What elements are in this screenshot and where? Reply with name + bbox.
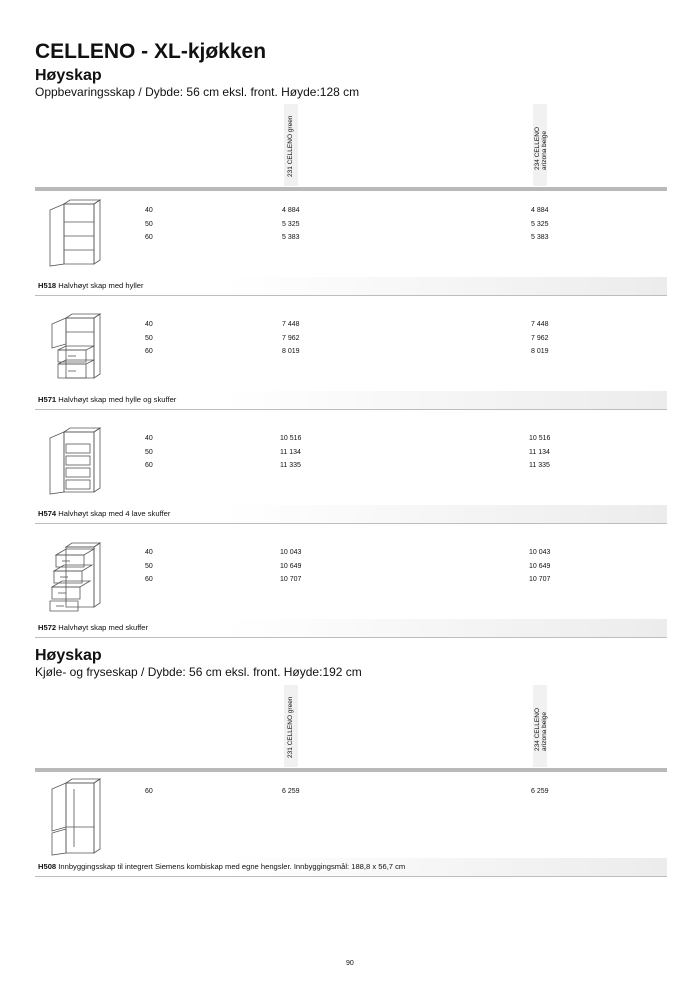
size: 50 (145, 334, 153, 342)
price: 6 259 (282, 788, 300, 795)
fridge-cabinet-icon (44, 777, 104, 857)
price-list-beige (531, 318, 549, 359)
price: 11 134 (529, 448, 550, 456)
size: 60 (145, 576, 153, 583)
price: 4 884 (282, 207, 300, 214)
item-code: H508 (38, 862, 57, 871)
section-heading: Høyskap (35, 647, 102, 664)
section-subheading: Oppbevaringsskap / Dybde: 56 cm eksl. front. Høyde:128 cm (35, 85, 360, 99)
size: 50 (145, 562, 153, 570)
item-code: H518 (38, 281, 57, 290)
item-code: H572 (38, 623, 57, 632)
size-list (145, 318, 153, 359)
price: 10 649 (280, 562, 302, 570)
item-label-bar (35, 619, 667, 638)
inner-drawer-cabinet-icon (44, 426, 104, 498)
header-rule (35, 768, 667, 772)
price-list-beige (531, 785, 549, 799)
price: 10 707 (280, 576, 302, 583)
size-list (145, 204, 153, 245)
page-number: 90 (346, 960, 354, 967)
item-label (38, 281, 144, 290)
item-label (38, 623, 148, 632)
item-code: H574 (38, 509, 57, 518)
price-list-green (282, 318, 300, 359)
price: 8 019 (531, 348, 549, 355)
page-title: CELLENO - XL-kjøkken (35, 40, 267, 63)
size: 60 (145, 788, 153, 795)
price: 11 335 (280, 462, 301, 469)
price: 8 019 (282, 348, 300, 355)
price: 7 448 (282, 321, 300, 328)
price: 5 383 (282, 234, 300, 241)
item-description: Halvhøyt skap med hylle og skuffer (58, 395, 177, 404)
price: 10 707 (529, 576, 551, 583)
size: 60 (145, 462, 153, 469)
price: 11 335 (529, 462, 550, 469)
size: 60 (145, 234, 153, 241)
item-label-bar (35, 277, 667, 296)
size: 40 (145, 321, 153, 328)
price: 11 134 (280, 448, 301, 456)
column-header-label: 231 CELLENO green (287, 115, 294, 177)
price-list-green (280, 432, 301, 473)
item-label (38, 509, 170, 518)
price: 4 884 (531, 207, 549, 214)
item-label (38, 862, 405, 871)
column-header-beige (533, 685, 547, 767)
size-list (145, 546, 153, 587)
item-description: Halvhøyt skap med 4 lave skuffer (58, 509, 171, 518)
size: 50 (145, 220, 153, 228)
price: 5 383 (531, 234, 549, 241)
price: 10 516 (529, 435, 551, 442)
drawer-cabinet-icon (44, 541, 104, 613)
item-label (38, 395, 176, 404)
price: 5 325 (282, 220, 300, 228)
item-description: Innbyggingsskap til integrert Siemens kombiskap med egne hengsler. Innbyggingsmål: 188,8 x 56,7 cm (58, 862, 406, 871)
price-list-green (280, 546, 301, 587)
price: 7 448 (531, 321, 549, 328)
size: 40 (145, 549, 153, 556)
price-list-beige (529, 546, 550, 587)
size: 50 (145, 448, 153, 456)
item-code: H571 (38, 395, 57, 404)
shelf-drawer-cabinet-icon (44, 312, 104, 384)
column-header-label: 231 CELLENO green (287, 696, 294, 758)
header-rule (35, 187, 667, 191)
price: 10 516 (280, 435, 302, 442)
size-list (145, 785, 153, 799)
item-label-bar (35, 858, 667, 877)
section-subheading: Kjøle- og fryseskap / Dybde: 56 cm eksl. front. Høyde:192 cm (35, 665, 362, 679)
price: 5 325 (531, 220, 549, 228)
item-label-bar (35, 391, 667, 410)
price: 6 259 (531, 788, 549, 795)
size-list (145, 432, 153, 473)
item-description: Halvhøyt skap med skuffer (58, 623, 149, 632)
price: 7 962 (282, 334, 300, 342)
price-list-beige (531, 204, 549, 245)
price-list-green (282, 785, 300, 799)
size: 40 (145, 435, 153, 442)
price: 10 043 (280, 549, 302, 556)
column-header-beige (533, 104, 547, 186)
price: 10 043 (529, 549, 551, 556)
column-header-label: 234 CELLENO arizona beige (534, 708, 548, 751)
price-list-green (282, 204, 300, 245)
price: 10 649 (529, 562, 551, 570)
item-description: Halvhøyt skap med hyller (58, 281, 144, 290)
column-header-green (284, 104, 298, 186)
column-header-green (284, 685, 298, 767)
price-list-beige (529, 432, 550, 473)
price: 7 962 (531, 334, 549, 342)
shelf-cabinet-icon (44, 198, 104, 268)
size: 40 (145, 207, 153, 214)
size: 60 (145, 348, 153, 355)
section-heading: Høyskap (35, 67, 102, 84)
column-header-label: 234 CELLENO arizona beige (534, 127, 548, 170)
item-label-bar (35, 505, 667, 524)
